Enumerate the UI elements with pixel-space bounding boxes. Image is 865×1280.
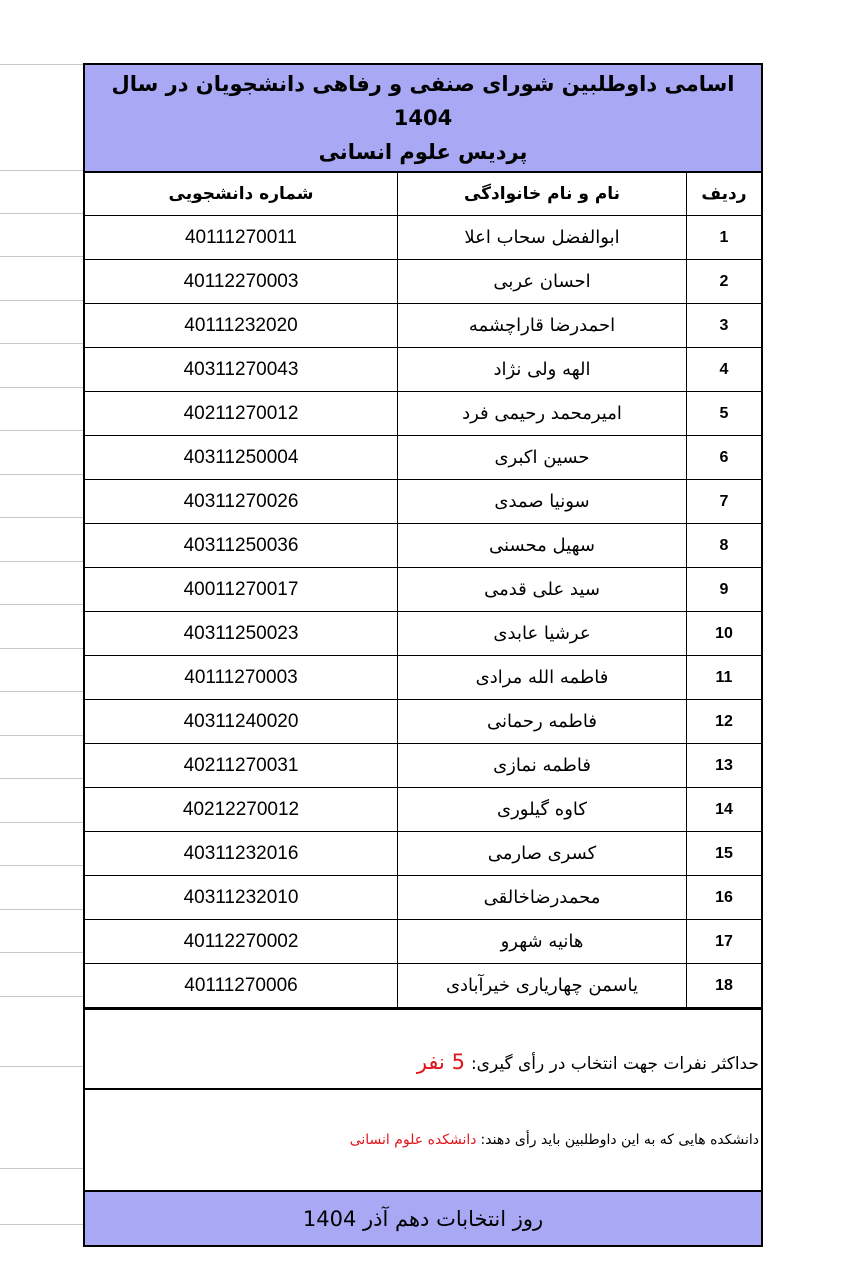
candidates-table bbox=[85, 173, 761, 1008]
student-id: 40311240020 bbox=[85, 700, 398, 744]
row-number: 2 bbox=[687, 260, 762, 304]
candidate-name: سونیا صمدی bbox=[398, 480, 687, 524]
grid-line bbox=[0, 1224, 84, 1225]
table-row bbox=[85, 392, 761, 436]
student-id: 40111270006 bbox=[85, 964, 398, 1008]
row-number: 8 bbox=[687, 524, 762, 568]
row-number: 3 bbox=[687, 304, 762, 348]
student-id: 40212270012 bbox=[85, 788, 398, 832]
table-row bbox=[85, 304, 761, 348]
student-id: 40311250023 bbox=[85, 612, 398, 656]
grid-line bbox=[0, 474, 84, 475]
faculties-note bbox=[85, 1088, 761, 1190]
table-row bbox=[85, 480, 761, 524]
grid-line bbox=[0, 952, 84, 953]
election-date-footer bbox=[85, 1190, 761, 1245]
table-row bbox=[85, 260, 761, 304]
candidate-name: احسان عربی bbox=[398, 260, 687, 304]
table-row bbox=[85, 788, 761, 832]
grid-line bbox=[0, 430, 84, 431]
table-row bbox=[85, 348, 761, 392]
table-row bbox=[85, 964, 761, 1008]
row-number: 6 bbox=[687, 436, 762, 480]
candidate-name: سید علی قدمی bbox=[398, 568, 687, 612]
table-row bbox=[85, 656, 761, 700]
max-selection-value: 5 نفر bbox=[416, 1050, 465, 1074]
student-id: 40211270012 bbox=[85, 392, 398, 436]
row-number: 11 bbox=[687, 656, 762, 700]
table-row bbox=[85, 700, 761, 744]
row-number: 14 bbox=[687, 788, 762, 832]
table-row bbox=[85, 744, 761, 788]
page-subtitle: پردیس علوم انسانی bbox=[318, 140, 528, 164]
table-row bbox=[85, 612, 761, 656]
candidate-name: کاوه گیلوری bbox=[398, 788, 687, 832]
title-block bbox=[85, 65, 761, 173]
candidate-name: عرشیا عابدی bbox=[398, 612, 687, 656]
grid-line bbox=[0, 387, 84, 388]
table-row bbox=[85, 568, 761, 612]
table-row bbox=[85, 832, 761, 876]
row-number: 10 bbox=[687, 612, 762, 656]
table-header-row bbox=[85, 173, 761, 216]
candidate-name: کسری صارمی bbox=[398, 832, 687, 876]
faculties-value: دانشکده علوم انسانی bbox=[349, 1132, 477, 1148]
faculties-label: دانشکده هایی که به این داوطلبین باید رأی دهند: bbox=[480, 1132, 759, 1148]
row-number: 17 bbox=[687, 920, 762, 964]
candidate-name: احمدرضا قاراچشمه bbox=[398, 304, 687, 348]
student-id: 40211270031 bbox=[85, 744, 398, 788]
candidate-name: الهه ولی نژاد bbox=[398, 348, 687, 392]
row-number: 1 bbox=[687, 216, 762, 260]
student-id: 40111270011 bbox=[85, 216, 398, 260]
grid-line bbox=[0, 648, 84, 649]
grid-line bbox=[0, 64, 84, 65]
table-row bbox=[85, 876, 761, 920]
row-number: 18 bbox=[687, 964, 762, 1008]
candidate-name: امیرمحمد رحیمی فرد bbox=[398, 392, 687, 436]
grid-line bbox=[0, 517, 84, 518]
candidate-name: سهیل محسنی bbox=[398, 524, 687, 568]
row-number: 13 bbox=[687, 744, 762, 788]
grid-line bbox=[0, 909, 84, 910]
row-number: 15 bbox=[687, 832, 762, 876]
header-full-name: نام و نام خانوادگی bbox=[398, 173, 687, 216]
candidate-name: حسین اکبری bbox=[398, 436, 687, 480]
grid-line bbox=[0, 1168, 84, 1169]
student-id: 40112270003 bbox=[85, 260, 398, 304]
grid-line bbox=[0, 343, 84, 344]
grid-line bbox=[0, 865, 84, 866]
student-id: 40311232010 bbox=[85, 876, 398, 920]
student-id: 40311250004 bbox=[85, 436, 398, 480]
grid-line bbox=[0, 822, 84, 823]
grid-line bbox=[0, 691, 84, 692]
row-number: 16 bbox=[687, 876, 762, 920]
max-selection-label: حداکثر نفرات جهت انتخاب در رأی گیری: bbox=[470, 1054, 759, 1074]
page-title: اسامی داوطلبین شورای صنفی و رفاهی دانشجویان در سال 1404 bbox=[111, 72, 735, 130]
row-number: 7 bbox=[687, 480, 762, 524]
student-id: 40111270003 bbox=[85, 656, 398, 700]
student-id: 40311270026 bbox=[85, 480, 398, 524]
row-number: 12 bbox=[687, 700, 762, 744]
candidate-name: محمدرضاخالقی bbox=[398, 876, 687, 920]
candidate-name: فاطمه رحمانی bbox=[398, 700, 687, 744]
candidate-name: فاطمه نمازی bbox=[398, 744, 687, 788]
candidate-name: فاطمه الله مرادی bbox=[398, 656, 687, 700]
grid-line bbox=[0, 1066, 84, 1067]
student-id: 40112270002 bbox=[85, 920, 398, 964]
candidate-name: یاسمن چهاریاری خیرآبادی bbox=[398, 964, 687, 1008]
row-number: 5 bbox=[687, 392, 762, 436]
student-id: 40311270043 bbox=[85, 348, 398, 392]
candidate-name: ابوالفضل سحاب اعلا bbox=[398, 216, 687, 260]
row-number: 9 bbox=[687, 568, 762, 612]
grid-line bbox=[0, 735, 84, 736]
table-row bbox=[85, 436, 761, 480]
grid-line bbox=[0, 170, 84, 171]
grid-line bbox=[0, 778, 84, 779]
grid-line bbox=[0, 256, 84, 257]
election-date-text: روز انتخابات دهم آذر 1404 bbox=[302, 1206, 544, 1231]
row-number: 4 bbox=[687, 348, 762, 392]
candidates-sheet bbox=[83, 63, 763, 1247]
student-id: 40311250036 bbox=[85, 524, 398, 568]
grid-line bbox=[0, 996, 84, 997]
table-row bbox=[85, 216, 761, 260]
header-student-id: شماره دانشجویی bbox=[85, 173, 398, 216]
max-selection-note bbox=[85, 1008, 761, 1088]
student-id: 40311232016 bbox=[85, 832, 398, 876]
student-id: 40111232020 bbox=[85, 304, 398, 348]
student-id: 40011270017 bbox=[85, 568, 398, 612]
header-row-number: ردیف bbox=[687, 173, 762, 216]
table-row bbox=[85, 524, 761, 568]
grid-line bbox=[0, 561, 84, 562]
grid-line bbox=[0, 300, 84, 301]
grid-line bbox=[0, 604, 84, 605]
grid-line bbox=[0, 213, 84, 214]
table-row bbox=[85, 920, 761, 964]
candidate-name: هانیه شهرو bbox=[398, 920, 687, 964]
